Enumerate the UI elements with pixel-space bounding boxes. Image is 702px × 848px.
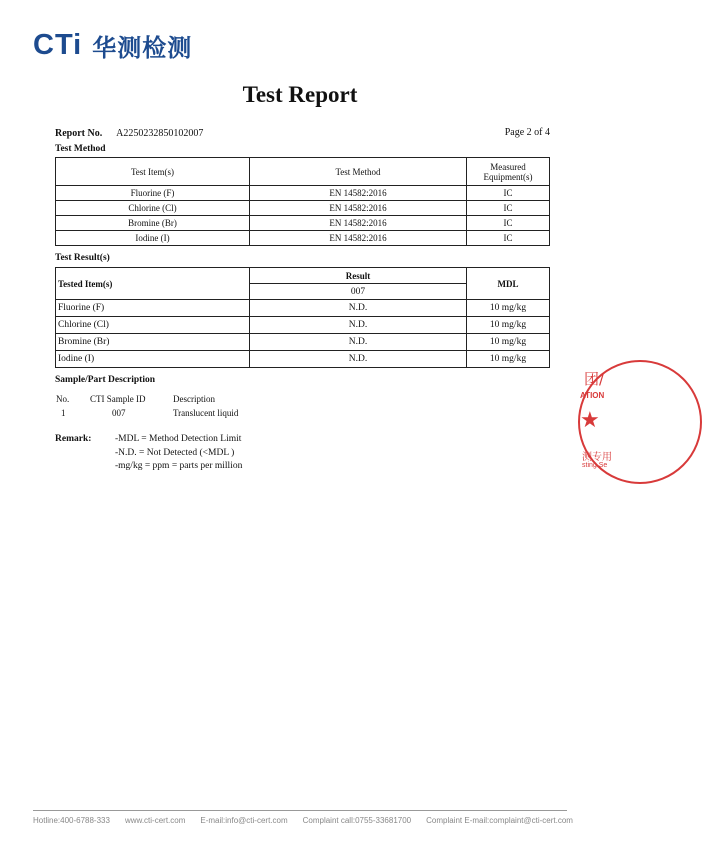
list-item [55, 406, 323, 420]
footer-complaint-email: Complaint E-mail:complaint@cti-cert.com [426, 816, 573, 825]
cell-item: Chlorine (Cl) [56, 317, 250, 334]
official-seal-stamp [578, 360, 702, 484]
col-header-sample-id: 007 [250, 284, 467, 300]
stamp-text-2: ATION [580, 391, 605, 400]
footer-website: www.cti-cert.com [124, 816, 186, 825]
star-icon: ★ [580, 407, 600, 432]
cell-result: N.D. [250, 300, 467, 317]
cell-mdl: 10 mg/kg [467, 351, 550, 368]
footer-divider [33, 810, 567, 811]
cell-item: Chlorine (Cl) [56, 201, 250, 216]
sample-id: 007 [112, 408, 126, 418]
table-row [56, 351, 550, 368]
test-method-table [55, 157, 550, 246]
stamp-text-3: 测专用 [582, 452, 612, 463]
table-header-row [56, 268, 550, 284]
col-header-equipment: Measured Equipment(s) [467, 158, 550, 186]
remark-label: Remark: [55, 434, 92, 444]
stamp-text-4: sting Se [582, 462, 608, 469]
footer-complaint-call: Complaint call:0755-33681700 [302, 816, 412, 825]
cell-item: Bromine (Br) [56, 216, 250, 231]
cell-method: EN 14582:2016 [250, 201, 467, 216]
cell-item: Iodine (I) [56, 231, 250, 246]
cell-equipment: IC [467, 201, 550, 216]
table-row [56, 317, 550, 334]
sample-no: 1 [61, 408, 66, 418]
logo-text-cn: 华测检测 [92, 34, 193, 62]
table-row [56, 300, 550, 317]
cell-mdl: 10 mg/kg [467, 317, 550, 334]
stamp-text-1: 团/ [584, 370, 605, 388]
footer-hotline: Hotline:400-6788-333 [33, 816, 110, 825]
report-number-label: Report No. [55, 128, 103, 139]
page-title: Test Report [242, 82, 358, 107]
cell-mdl: 10 mg/kg [467, 334, 550, 351]
col-header-test-item: Test Item(s) [56, 158, 250, 186]
table-row [56, 231, 550, 246]
cell-method: EN 14582:2016 [250, 216, 467, 231]
remark-line: -mg/kg = ppm = parts per million [115, 461, 243, 471]
company-logo [33, 28, 192, 63]
report-number-value: A2250232850102007 [116, 128, 204, 139]
cell-mdl: 10 mg/kg [467, 300, 550, 317]
col-header-mdl: MDL [467, 268, 550, 300]
test-result-table [55, 267, 550, 368]
sample-header-row [55, 392, 323, 406]
footer [33, 816, 573, 825]
remark-line: -N.D. = Not Detected (<MDL ) [115, 447, 235, 458]
test-method-heading: Test Method [55, 144, 106, 154]
table-row [56, 216, 550, 231]
test-result-heading: Test Result(s) [55, 253, 110, 263]
table-row [56, 334, 550, 351]
cell-result: N.D. [250, 334, 467, 351]
table-row [56, 201, 550, 216]
col-header-test-method: Test Method [250, 158, 467, 186]
sample-description: Translucent liquid [173, 408, 239, 418]
cell-method: EN 14582:2016 [250, 231, 467, 246]
col-header-sample-id: CTI Sample ID [90, 394, 146, 404]
cell-equipment: IC [467, 216, 550, 231]
col-header-description: Description [173, 394, 215, 404]
logo-text-en: CTi [33, 29, 83, 61]
col-header-tested-item: Tested Item(s) [56, 268, 250, 300]
cell-item: Bromine (Br) [56, 334, 250, 351]
cell-result: N.D. [250, 317, 467, 334]
col-header-result: Result [250, 268, 467, 284]
cell-item: Fluorine (F) [56, 300, 250, 317]
cell-result: N.D. [250, 351, 467, 368]
remark-lines [115, 434, 315, 475]
footer-email: E-mail:info@cti-cert.com [200, 816, 288, 825]
table-row [56, 186, 550, 201]
cell-method: EN 14582:2016 [250, 186, 467, 201]
col-header-no: No. [56, 394, 70, 404]
cell-equipment: IC [467, 231, 550, 246]
report-number [55, 128, 203, 139]
cell-item: Iodine (I) [56, 351, 250, 368]
sample-description-heading: Sample/Part Description [55, 375, 156, 385]
cell-item: Fluorine (F) [56, 186, 250, 201]
page-number: Page 2 of 4 [504, 127, 550, 138]
remark-line: -MDL = Method Detection Limit [115, 434, 242, 444]
sample-description-list [55, 392, 323, 420]
cell-equipment: IC [467, 186, 550, 201]
table-header-row [56, 158, 550, 186]
